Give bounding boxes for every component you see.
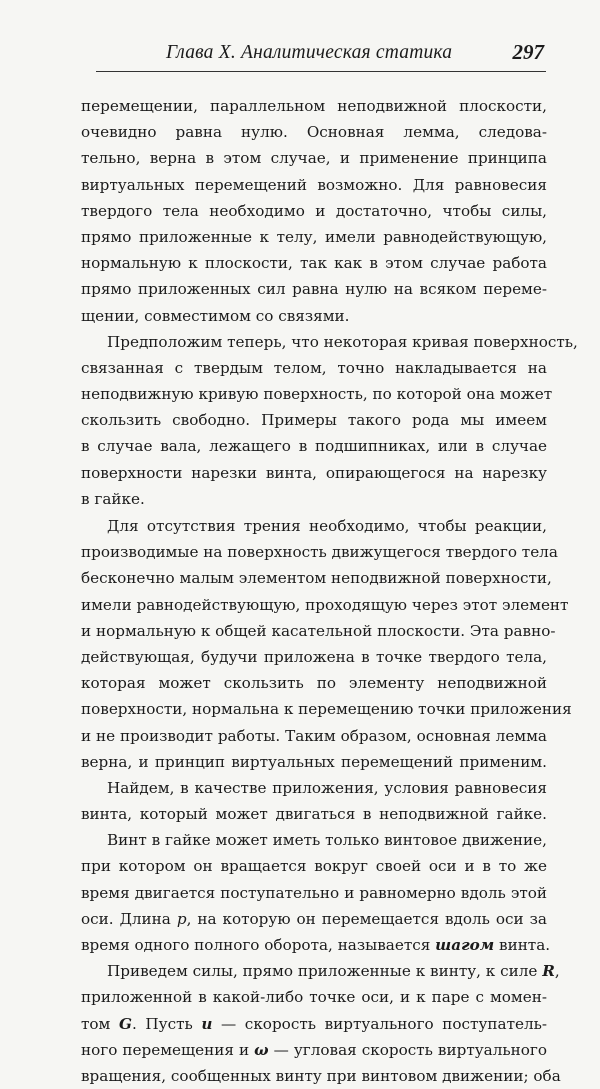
text-line: поверхности, нормальна к перемещению точки приложения	[81, 700, 572, 719]
page-number: 297	[512, 40, 544, 64]
text-line: неподвижную кривую поверхность, по которой она может	[81, 385, 553, 404]
text-line: тельно, верна в этом случае, и применение принципа	[81, 149, 547, 168]
math-var-R: R	[542, 962, 555, 981]
text-line: имели равнодействующую, проходящую через этот элемент	[81, 595, 569, 614]
text-line: связанная с твердым телом, точно накладывается на	[81, 358, 547, 377]
text-line: поверхности нарезки винта, опирающегося на нарезку	[81, 463, 547, 482]
text-line: при котором он вращается вокруг своей оси и в то же	[81, 857, 547, 876]
text-line: оси. Длина p, на которую он перемещается вдоль оси за	[81, 909, 547, 928]
text-line: прямо приложенные к телу, имели равнодействующую,	[81, 227, 547, 246]
text-line: щении, совместимом со связями.	[81, 306, 350, 325]
text-line: вращения, сообщенных винту при винтовом движении; оба	[81, 1066, 561, 1085]
text-line: которая может скользить по элементу неподвижной	[81, 674, 547, 693]
text-line: Предположим теперь, что некоторая кривая поверхность,	[107, 332, 578, 351]
text-line: в случае вала, лежащего в подшипниках, или в случае	[81, 437, 547, 456]
text-line: бесконечно малым элементом неподвижной поверхности,	[81, 569, 552, 588]
text-line: скользить свободно. Примеры такого рода мы имеем	[81, 411, 547, 430]
chapter-title: Глава X. Аналитическая статика	[166, 42, 453, 63]
text-line: время одного полного оборота, называется шагом винта.	[81, 936, 551, 954]
text-line: Для отсутствия трения необходимо, чтобы реакции,	[107, 517, 547, 535]
math-var-G: G	[118, 1014, 132, 1033]
text-line: винта, который может двигаться в неподвижной гайке.	[81, 805, 547, 824]
text-line: действующая, будучи приложена в точке твердого тела,	[81, 647, 547, 666]
text-line: верна, и принцип виртуальных перемещений применим.	[81, 752, 547, 771]
text-line: очевидно равна нулю. Основная лемма, следова-	[81, 123, 547, 142]
text-line: прямо приложенных сил равна нулю на всяком переме-	[81, 280, 547, 299]
text-line: том G. Пусть u — скорость виртуального поступатель-	[81, 1014, 548, 1033]
text-line: Приведем силы, прямо приложенные к винту, к силе R,	[107, 962, 560, 981]
text-line: нормальную к плоскости, так как в этом случае работа	[81, 254, 547, 273]
text-line: перемещении, параллельном неподвижной плоскости,	[81, 97, 547, 115]
header-rule	[96, 71, 546, 72]
text-line: производимые на поверхность движущегося твердого тела	[81, 543, 558, 562]
text-line: виртуальных перемещений возможно. Для равновесия	[81, 175, 547, 194]
text-line: твердого тела необходимо и достаточно, чтобы силы,	[81, 201, 547, 220]
body-text	[81, 93, 578, 1089]
text-line: и не производит работы. Таким образом, основная лемма	[81, 726, 547, 745]
text-line: в гайке.	[81, 489, 145, 508]
term-shag: шагом	[435, 936, 495, 954]
text-line: Винт в гайке может иметь только винтовое движение,	[107, 831, 547, 850]
math-var-u: u	[201, 1014, 213, 1033]
text-line: Найдем, в качестве приложения, условия равновесия	[107, 778, 547, 797]
text-line: время двигается поступательно и равномерно вдоль этой	[81, 883, 547, 902]
math-var-omega: ω	[254, 1040, 269, 1059]
text-line: и нормальную к общей касательной плоскости. Эта равно-	[81, 621, 556, 640]
text-line: приложенной в какой-либо точке оси, и к паре с момен-	[81, 988, 547, 1007]
text-line: ного перемещения и ω — угловая скорость виртуального	[81, 1040, 548, 1059]
running-header	[96, 38, 546, 78]
math-var-p: p	[176, 909, 187, 928]
